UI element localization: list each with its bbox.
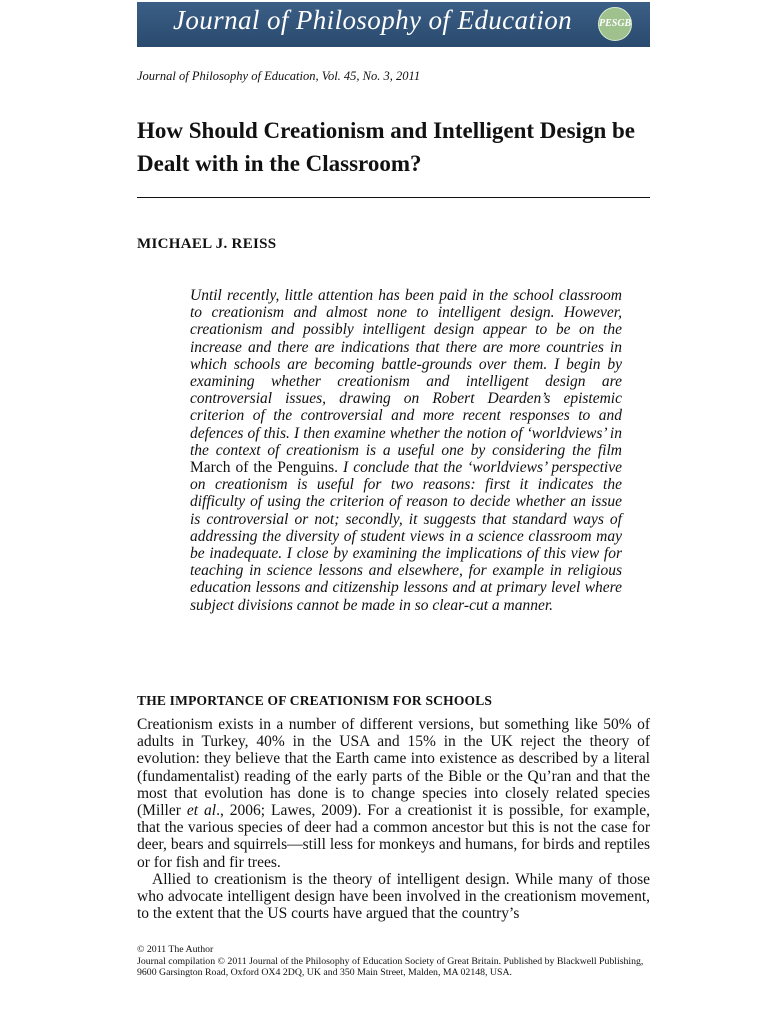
abstract-film-title: March of the Penguins. [190, 459, 339, 477]
journal-banner [137, 2, 650, 47]
paragraph-1 [137, 716, 650, 871]
society-logo-icon: PESGB [598, 7, 632, 41]
paragraph-2: Allied to creationism is the theory of intelligent design. While many of those who advocate intelligent design have been involved in the creationism movement, to the extent that the US courts have argued that the country’s [137, 870, 650, 923]
abstract-part-2: I conclude that the ‘worldviews’ perspective on creationism is useful for two reasons: first it indicates the difficulty of using the criterion of reason to decide whether an issue is controversial or not; secondly, it suggests that standard ways of addressing the diversity of student views in a science classroom may be inadequate. I close by examining the implications of this view for teaching in science lessons and elsewhere, for example in religious education lessons and citizenship lessons and at primary level where subject divisions cannot be made in so clear-cut a manner. [190, 459, 623, 614]
abstract [190, 287, 622, 614]
journal-citation: Journal of Philosophy of Education, Vol. 45, No. 3, 2011 [137, 69, 421, 83]
banner-title: Journal of Philosophy of Education [173, 5, 573, 35]
footer-copyright-line: © 2011 The Author [137, 944, 214, 955]
paragraph-1-part-b: ., 2006; Lawes, 2009). For a creationist it is possible, for example, that the various species of deer had a common ancestor but this is not the case for deer, bears and squirrels—still less for monkeys and humans, for birds and reptiles or for fish and fir trees. [137, 802, 650, 871]
copyright-footer [137, 944, 653, 979]
abstract-part-1: Until recently, little attention has been paid in the school classroom to creationism and almost none to intelligent design. However, creationism and possibly intelligent design appear to be on the increase and there are indications that there are more countries in which schools are becoming battle-grounds over them. I begin by examining whether creationism and intelligent design are controversial issues, drawing on Robert Dearden’s epistemic criterion of the controversial and more recent responses to and defences of this. I then examine whether the notion of ‘worldviews’ in the context of creationism is a useful one by considering the film [190, 287, 622, 459]
paragraph-1-et-al: et al [186, 802, 217, 820]
section-heading: THE IMPORTANCE OF CREATIONISM FOR SCHOOLS [137, 693, 493, 708]
title-divider [137, 197, 650, 198]
author-name: MICHAEL J. REISS [137, 236, 277, 252]
footer-publisher-line: Journal compilation © 2011 Journal of the Philosophy of Education Society of Great Britain. Published by Blackwell Publishing, 9600 Garsington Road, Oxford OX4 2DQ, UK and 350 Main Street, Malden, MA 02148, USA. [137, 955, 644, 978]
body-text [137, 716, 650, 922]
article-title: How Should Creationism and Intelligent Design be Dealt with in the Classroom? [137, 118, 635, 176]
paragraph-1-part-a: Creationism exists in a number of different versions, but something like 50% of adults in Turkey, 40% in the USA and 15% in the UK reject the theory of evolution: they believe that the Earth came into existence as described by a literal (fundamentalist) reading of the early parts of the Bible or the Qu’ran and that the most that evolution has done is to change species into closely related species (Miller [137, 716, 650, 820]
